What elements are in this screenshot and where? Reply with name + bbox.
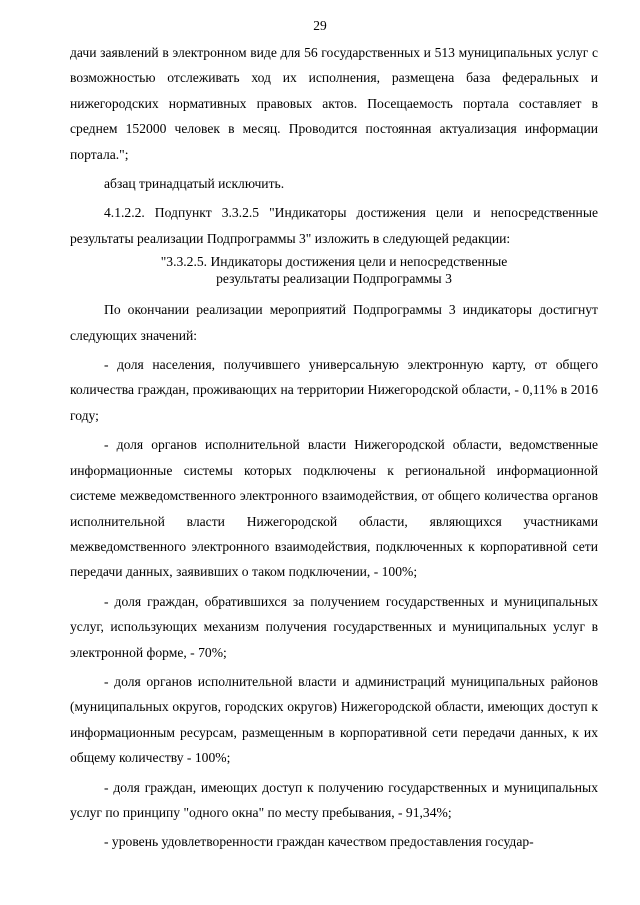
indicator-item: - доля граждан, обратившихся за получением государственных и муниципальных услуг, использующих механизм получения государственных и муниципальных услуг в электронной форме, - 70%; bbox=[70, 593, 598, 660]
amendment-paragraph: 4.1.2.2. Подпункт 3.3.2.5 "Индикаторы достижения цели и непосредственные результаты реализации Подпрограммы 3" изложить в следующей редакции: bbox=[70, 205, 598, 246]
section-heading bbox=[70, 253, 598, 287]
page-number: 29 bbox=[313, 18, 327, 33]
exclusion-paragraph: абзац тринадцатый исключить. bbox=[104, 176, 285, 192]
section-heading-line-2: результаты реализации Подпрограммы 3 bbox=[216, 271, 452, 287]
indicator-item: - доля органов исполнительной власти и администраций муниципальных районов (муниципальных округов, городских округов) Нижегородской области, имеющих доступ к информационным ресурсам, размещенным в корпоративной сети передачи данных, к их общему количеству - 100%; bbox=[70, 673, 598, 766]
document-body bbox=[70, 40, 598, 859]
indicator-item: - уровень удовлетворенности граждан качеством предоставления государ- bbox=[104, 834, 534, 850]
intro-paragraph: По окончании реализации мероприятий Подпрограммы 3 индикаторы достигнут следующих значений: bbox=[70, 302, 598, 343]
continuation-paragraph: дачи заявлений в электронном виде для 56 государственных и 513 муниципальных услуг с возможностью отслеживать ход их исполнения, размещена база федеральных и нижегородских нормативных правовых актов. Посещаемость портала составляет в среднем 152000 человек в месяц. Проводится постоянная актуализация информации портала."; bbox=[70, 45, 598, 162]
indicator-item: - доля граждан, имеющих доступ к получению государственных и муниципальных услуг по принципу "одного окна" по месту пребывания, - 91,34%; bbox=[70, 779, 598, 820]
indicator-item: - доля населения, получившего универсальную электронную карту, от общего количества граждан, проживающих на территории Нижегородской области, - 0,11% в 2016 году; bbox=[70, 357, 598, 423]
indicator-item: - доля органов исполнительной власти Нижегородской области, ведомственные информационные системы которых подключены к региональной информационной системе межведомственного электронного взаимодействия, от общего количества органов исполнительной власти Нижегородской области, являющихся участниками межведомственного электронного взаимодействия, подключенных к корпоративной сети передачи данных, заявивших о таком подключении, - 100%; bbox=[70, 437, 598, 580]
section-heading-line-1: "3.3.2.5. Индикаторы достижения цели и непосредственные bbox=[160, 254, 508, 270]
